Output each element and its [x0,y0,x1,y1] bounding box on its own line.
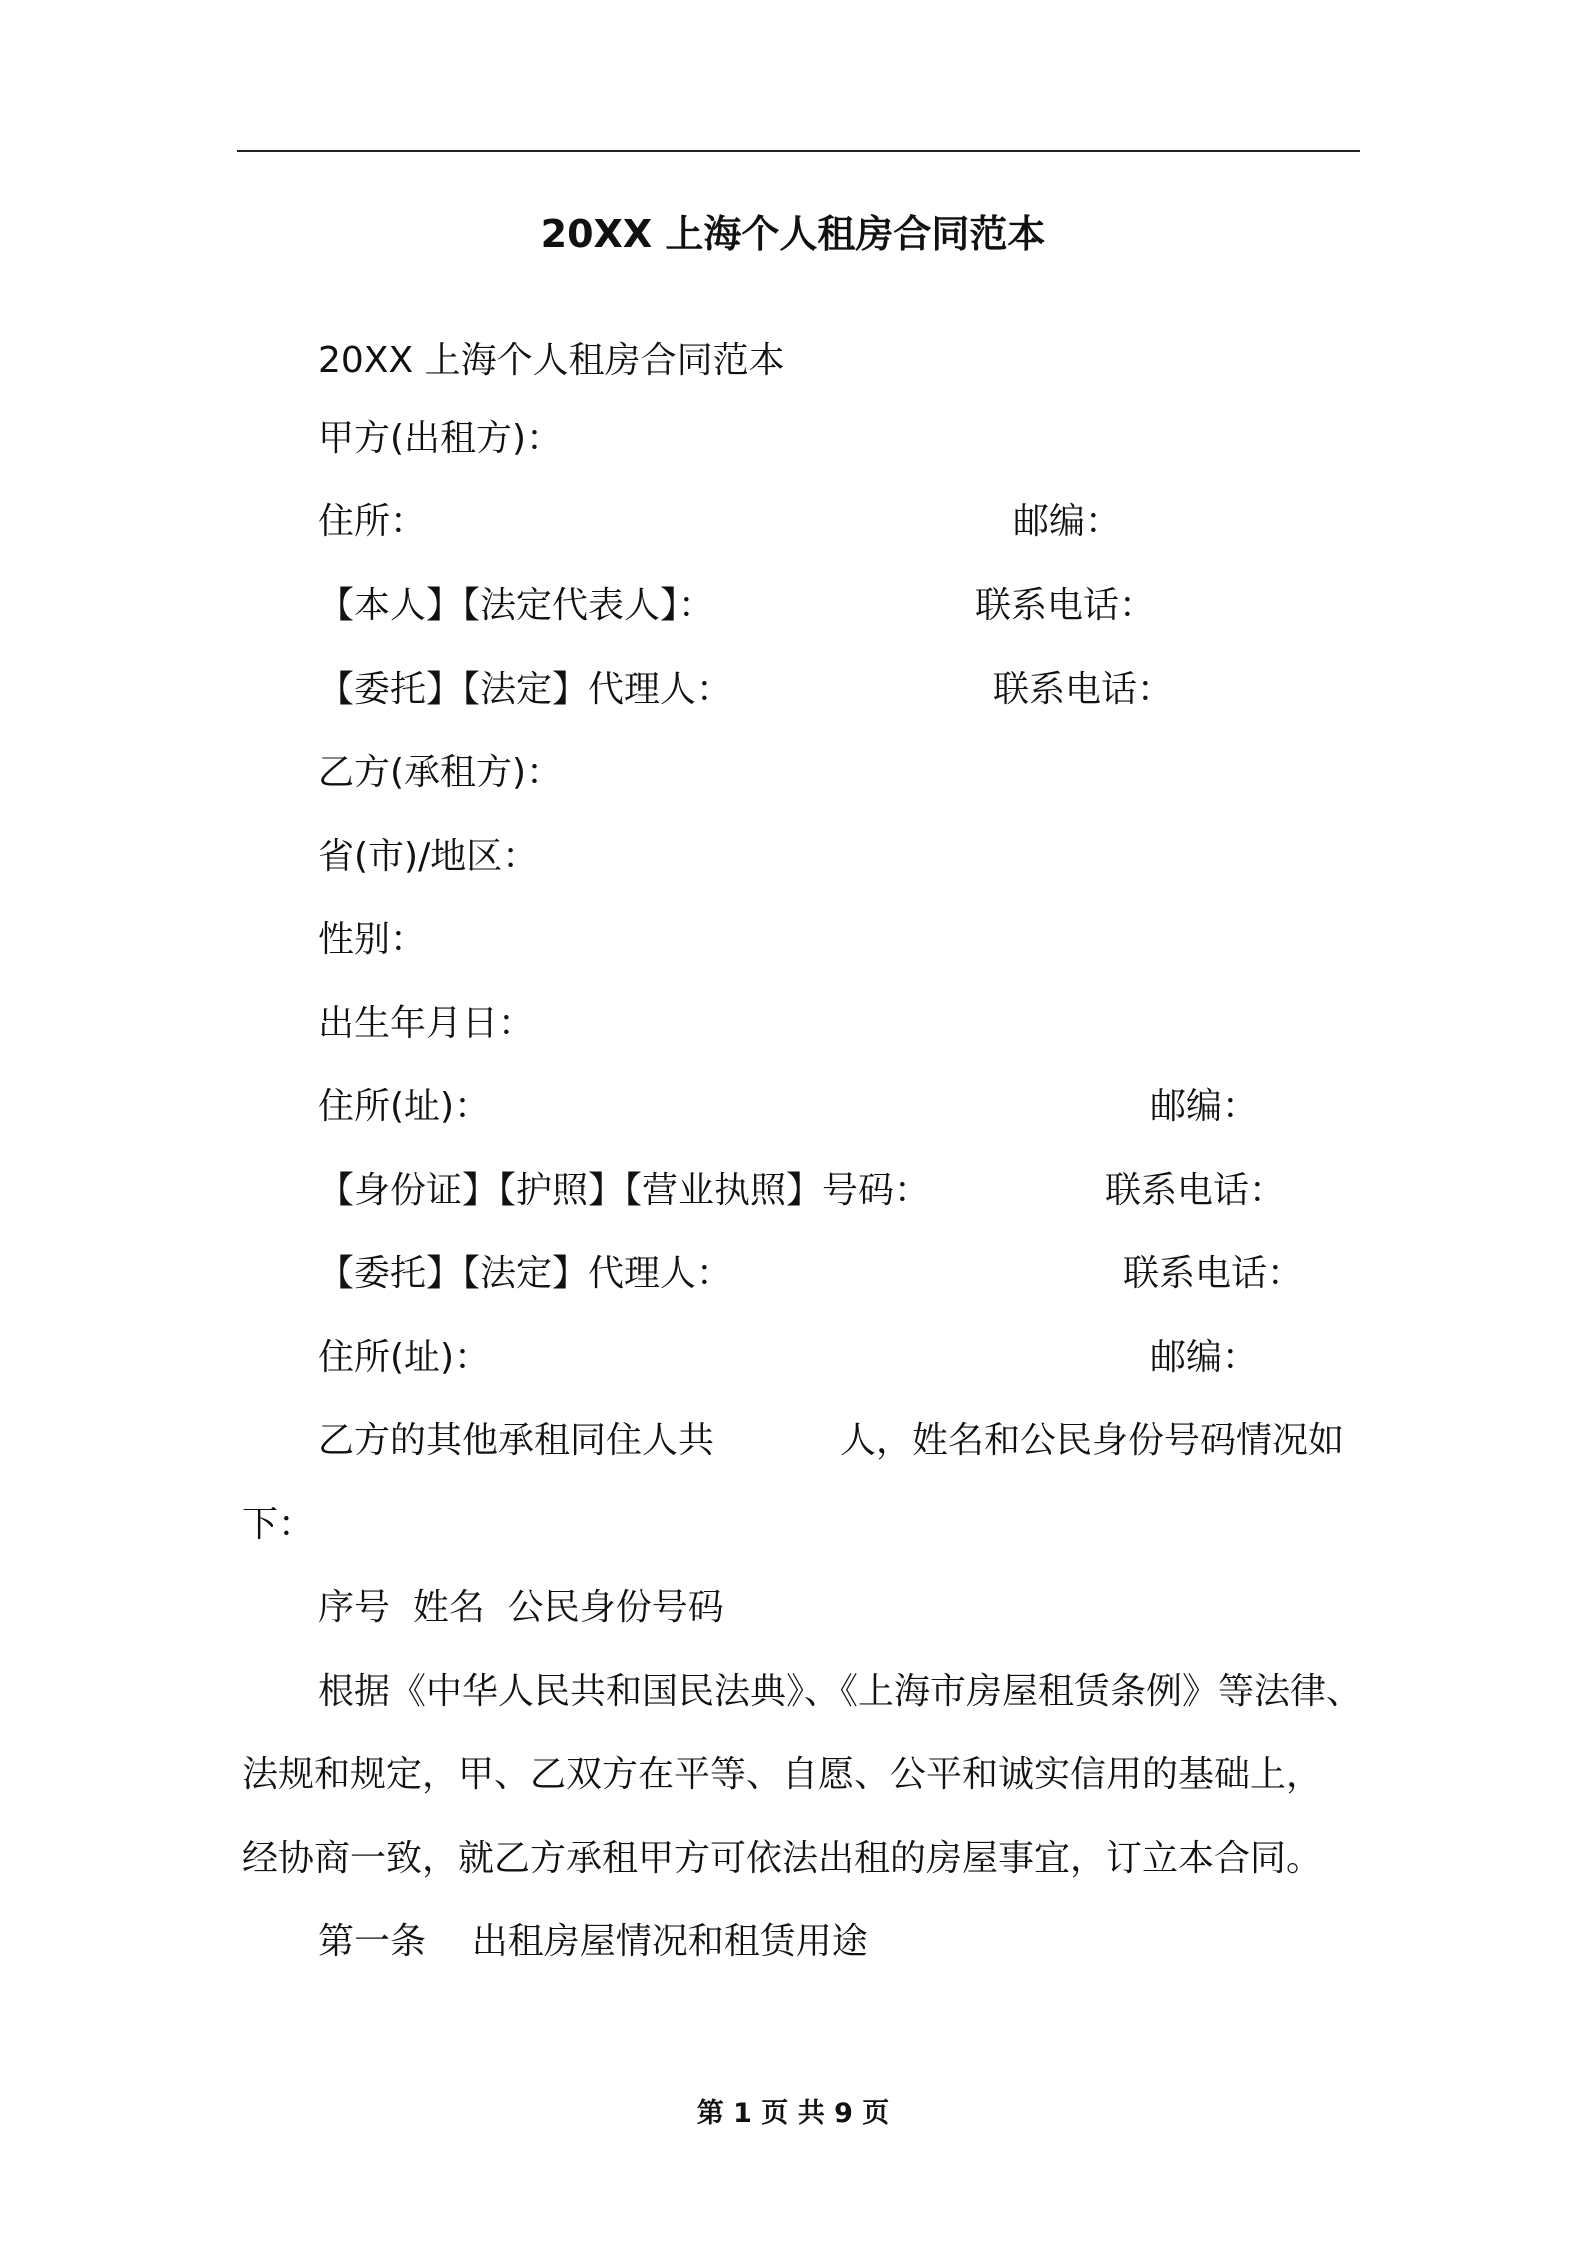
preamble-line-1: 根据《中华人民共和国民法典》、《上海市房屋租赁条例》等法律、 [318,1671,1363,1712]
party-b-agent-postcode-label: 邮编： [1150,1337,1259,1378]
cotenants-intro-part2: 人，姓名和公民身份号码情况如 [840,1420,1345,1461]
party-b-heading: 乙方(承租方)： [318,752,563,793]
party-b-id-phone-label: 联系电话： [1105,1170,1286,1211]
party-a-agent-label: 【委托】【法定】代理人： [318,669,733,710]
cotenants-intro-part1: 乙方的其他承租同住人共 [318,1420,715,1461]
article-1-heading: 第一条 出租房屋情况和租赁用途 [318,1921,868,1962]
party-b-birthdate-label: 出生年月日： [318,1003,535,1044]
preamble-line-3: 经协商一致，就乙方承租甲方可依法出租的房屋事宜，订立本合同。 [242,1838,1323,1879]
party-b-agent-phone-label: 联系电话： [1123,1253,1304,1294]
cotenants-intro-continuation: 下： [242,1504,315,1545]
header-rule [237,150,1360,152]
page-indicator: 第 1 页 共 9 页 [696,2098,890,2129]
cotenants-table-header: 序号 姓名 公民身份号码 [318,1587,724,1628]
party-a-postcode-label: 邮编： [1013,501,1122,542]
preamble-line-2: 法规和规定，甲、乙双方在平等、自愿、公平和诚实信用的基础上， [242,1754,1323,1795]
document-subtitle: 20XX 上海个人租房合同范本 [318,340,785,381]
party-a-agent-phone-label: 联系电话： [993,669,1174,710]
party-a-representative-label: 【本人】【法定代表人】： [318,585,715,626]
party-a-heading: 甲方(出租方)： [318,418,563,459]
party-b-gender-label: 性别： [318,919,427,960]
party-b-agent-label: 【委托】【法定】代理人： [318,1253,733,1294]
party-b-postcode-label: 邮编： [1150,1086,1259,1127]
document-title: 20XX 上海个人租房合同范本 [540,212,1046,256]
party-b-id-label: 【身份证】【护照】【营业执照】号码： [318,1170,931,1211]
party-a-address-label: 住所： [318,501,427,542]
party-b-province-label: 省(市)/地区： [318,836,539,877]
party-b-agent-address-label: 住所(址)： [318,1337,491,1378]
party-a-representative-phone-label: 联系电话： [975,585,1156,626]
party-b-address-label: 住所(址)： [318,1086,491,1127]
